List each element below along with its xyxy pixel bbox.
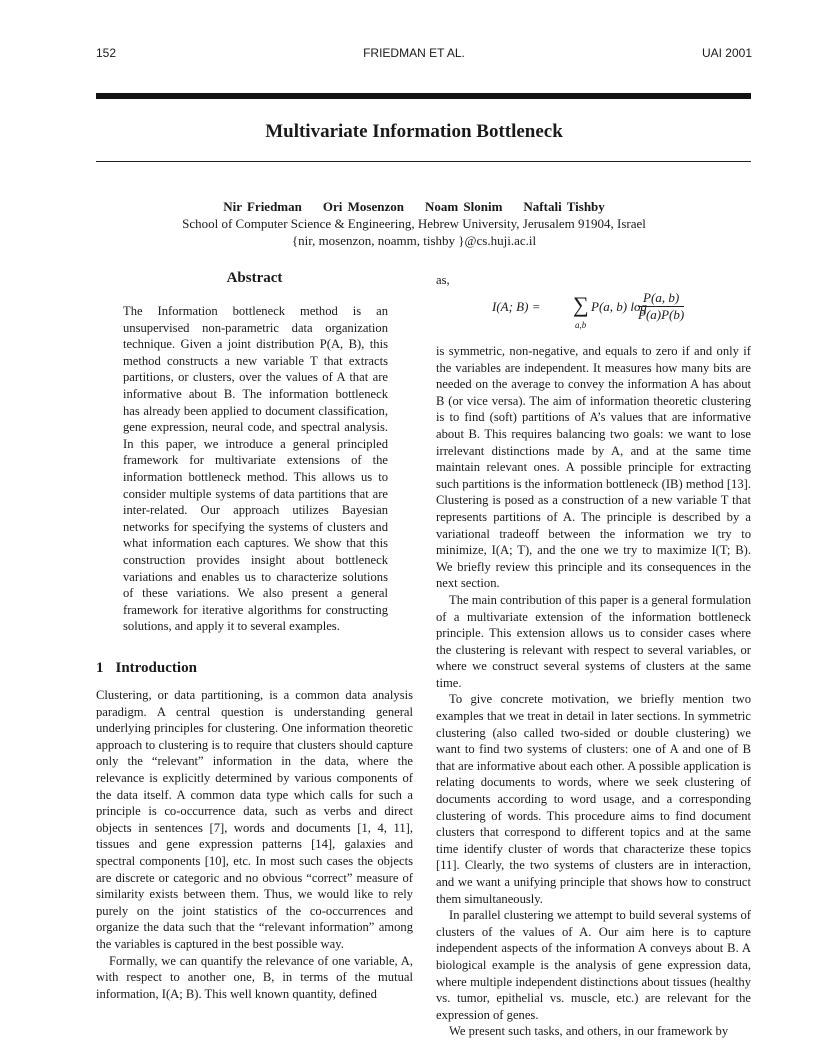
intro-paragraph-2: Formally, we can quantify the relevance of one variable, A, with respect to another one, B, in terms of the mutual information, I(A; B). This well known quantity, defined — [96, 953, 413, 1001]
sum-subscript: a,b — [575, 320, 587, 330]
right-paragraph-3: To give concrete motivation, we briefly mention two examples that we treat in detail in later sections. In symmetric clustering (also called two-sided or double clustering) we want to find two systems of clusters: one of A and one of B that are informative about each other. A possible application is relating documents to words, where we seek clustering of documents according to word usage, and a corresponding clustering of words. This procedure aims to find document clusters that correspond to different topics and at the same time identify cluster of words that characterize these topics [11]. Clearly, the two systems of clusters are in interaction, and we want a unifying principle that shows how to construct them simultaneously. — [436, 692, 751, 906]
title-top-rule — [96, 93, 751, 99]
right-paragraph-5: We present such tasks, and others, in our framework by — [449, 1024, 729, 1039]
affiliation: School of Computer Science & Engineering, Hebrew University, Jerusalem 91904, Israel — [182, 216, 646, 231]
author-list: Nir Friedman Ori Mosenzon Noam Slonim Naftali Tishby — [223, 199, 605, 214]
paper-title: Multivariate Information Bottleneck — [265, 121, 563, 142]
introduction-body — [96, 687, 413, 1002]
abstract-paragraph: The Information bottleneck method is an unsupervised non-parametric data organization technique. Given a joint distribution P(A, B), this method constructs a new variable T that extracts partitions, or clusters, over the values of A that are informative about B. The information bottleneck has already been applied to document classification, gene expression, neural code, and spectral analysis. In this paper, we introduce a general principled framework for multivariate extensions of the information bottleneck method. This allows us to consider multiple systems of data partitions that are inter-related. Our approach utilizes Bayesian networks for specifying the systems of clusters and what information each captures. We show that this construction provides insight about bottleneck variations and enables us to characterize solutions of these variations. We also present a general framework for iterative algorithms for constructing solutions, and apply it to several examples. — [123, 304, 388, 634]
formula-lhs: I(A; B) = — [492, 299, 541, 314]
sum-symbol: ∑ — [573, 292, 589, 317]
section-number: 1 — [96, 660, 104, 676]
abstract-heading: Abstract — [226, 270, 283, 286]
abstract-text — [123, 303, 388, 635]
venue: UAI 2001 — [701, 46, 752, 60]
author-emails: {nir, mosenzon, noamm, tishby }@cs.huji.ac.il — [291, 233, 537, 248]
page-number: 152 — [96, 46, 117, 60]
right-column-body — [436, 343, 751, 1040]
formula-fraction — [638, 290, 684, 323]
right-paragraph-2: The main contribution of this paper is a general formulation of a multivariate extension of the information bottleneck principle. This extension allows us to consider cases where the clustering is relevant with respect to several variables, or where we construct several systems of clusters at the same time. — [436, 592, 751, 690]
right-column-lead: as, — [436, 273, 450, 287]
right-paragraph-4: In parallel clustering we attempt to build several systems of clusters of the values of A. Our aim here is to capture independent aspects of the information A conveys about B. A biological example is the analysis of gene expression data, where multiple independent distinctions about tissues (healthy vs. tumor, epithelial vs. muscle, etc.) are relevant for the expression of genes. — [436, 908, 751, 1022]
running-title: FRIEDMAN ET AL. — [363, 46, 465, 60]
formula-term: P(a, b) log — [591, 299, 647, 314]
title-bottom-rule — [96, 161, 751, 162]
section-title: Introduction — [115, 660, 197, 676]
section-heading-introduction — [96, 660, 197, 677]
mutual-information-formula — [490, 290, 720, 332]
intro-paragraph-1: Clustering, or data partitioning, is a common data analysis paradigm. A central question is understanding general underlying principles for clustering. One information theoretic approach to clustering is to require that clusters should capture only the “relevant” information in the data, where the relevance is explicitly determined by various components of the data itself. A common data type which calls for such a principle is co-occurrence data, such as verbs and direct objects in sentences [7], words and documents [1, 4, 11], tissues and gene expression patterns [14], galaxies and spectral components [10], etc. In most such cases the objects are discrete or categoric and no obvious “correct” measure of similarity exists between them. Thus, we would like to rely purely on the joint statistics of the co-occurrences and organize the data such that the “relevant information” among the variables is captured in the best possible way. — [96, 688, 413, 951]
fraction-denominator: P(a)P(b) — [638, 307, 685, 322]
fraction-numerator: P(a, b) — [638, 290, 684, 307]
right-paragraph-1: is symmetric, non-negative, and equals to zero if and only if the variables are independent. It measures how many bits are needed on the average to convey the information A has about B (or vice versa). The aim of information theoretic clustering is to find (soft) partitions of A’s values that are informative about B. This requires balancing two goals: we want to lose irrelevant distinctions made by A, and at the same time maintain relevant ones. A possible principle for extracting such partitions is the information bottleneck (IB) method [13]. Clustering is posed as a construction of a new variable T that represents partitions of A. The principle is described by a variational tradeoff between the information we try to minimize, I(A; T), and the one we try to maximize I(T; B). We briefly review this principle and its consequences in the next section. — [436, 344, 751, 591]
